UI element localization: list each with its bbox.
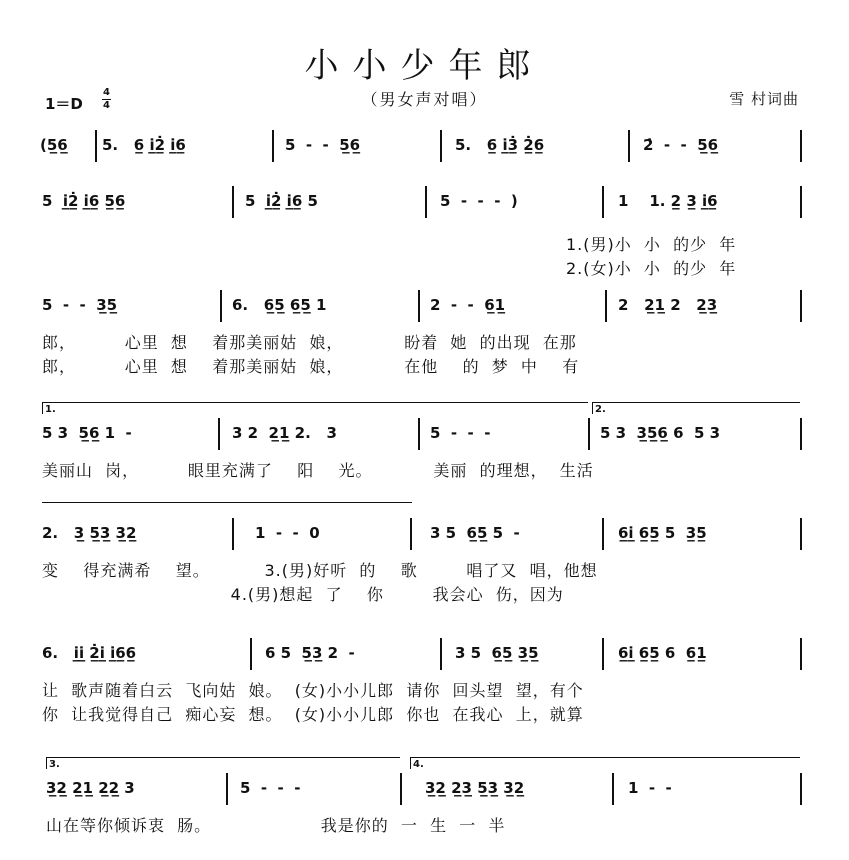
measure-notes: 1 - - [628,779,672,797]
measure-notes: 6. i̲̇i̲̇ 2̲̇i̲̇ i̲̇6̲6̲ [42,644,137,662]
measure-notes: 6̲i̲̇ 6̲5̲ 5 3̲5̲ [618,524,707,542]
time-signature [102,88,111,111]
credit-line: 雪 村词曲 [729,90,799,108]
volta-label: 2. [595,404,606,415]
lyric-line: 4.(男)想起 了 你 我会心 伤，因为 [42,585,564,604]
barline [425,186,427,218]
lyric-line: 1.(男)小 小 的少 年 [566,235,737,254]
measure-notes: 5 i̲̇2̲̇ i̲̇6̲ 5 [245,192,318,210]
barline [605,290,607,322]
barline [588,418,590,450]
measure-notes: 5 - - - [430,424,491,442]
barline [612,773,614,805]
measure-notes: 3 5 6̲5̲ 5 - [430,524,520,542]
score-title: 小小少年郎 [304,46,545,86]
volta-tick [46,757,47,769]
barline [602,518,604,550]
barline [800,130,802,162]
measure-notes: 3̲2̲ 2̲3̲ 5̲3̲ 3̲2̲ [425,779,525,797]
volta-bracket [410,757,800,758]
barline [250,638,252,670]
score-line-3 [0,292,849,376]
score-line-7 [0,759,849,835]
measure-notes: 5. 6̲ i̲̇2̲̇ i̲̇6̲ [102,136,186,154]
barline [800,773,802,805]
volta-tick [410,757,411,769]
measure-notes: 6̲i̲̇ 6̲5̲ 6 6̲1̲ [618,644,707,662]
measure-notes: 3 5 6̲5̲ 3̲5̲ [455,644,539,662]
lyric-line: 2.(女)小 小 的少 年 [566,259,737,278]
barline [800,638,802,670]
barline [440,130,442,162]
lyric-line: 你 让我觉得自己 痴心妄 想。 (女)小小儿郎 你也 在我心 上，就算 [42,705,584,724]
barline [800,518,802,550]
meter-bottom: 4 [103,100,110,111]
measure-notes: 5 - - - [240,779,301,797]
barline [400,773,402,805]
volta-tick [42,402,43,414]
score-subtitle: （男女声对唱） [361,90,488,109]
measure-notes: 5 i̲̇2̲̇ i̲̇6̲ 5̲6̲ [42,192,126,210]
key-signature: 1＝D [45,95,83,113]
score-line-1 [0,132,849,162]
measure-notes: 1 1. 2̲ 3̲ i̲̇6̲ [618,192,718,210]
score-line-5 [0,520,849,604]
measure-notes: 2̇ - - 5̲6̲ [643,136,719,154]
score-line-6 [0,640,849,724]
barline [95,130,97,162]
measure-notes: 6. 6̲5̲ 6̲5̲ 1 [232,296,327,314]
lyric-line: 郎， 心里 想 着那美丽姑 娘， 盼着 她 的出现 在那 [42,333,577,352]
barline [410,518,412,550]
barline [220,290,222,322]
lyric-line: 变 得充满希 望。 3.(男)好听 的 歌 唱了又 唱，他想 [42,561,598,580]
barline [218,418,220,450]
lyric-line: 让 歌声随着白云 飞向姑 娘。 (女)小小儿郎 请你 回头望 望，有个 [42,681,584,700]
barline [418,418,420,450]
barline [232,518,234,550]
volta-label: 4. [413,759,424,770]
volta-label: 3. [49,759,60,770]
lyric-line: 郎， 心里 想 着那美丽姑 娘， 在他 的 梦 中 有 [42,357,580,376]
measure-notes: 2 2̲1̲ 2 2̲3̲ [618,296,718,314]
measure-notes: 5 - - 3̲5̲ [42,296,118,314]
volta-bracket [592,402,800,403]
measure-notes: 5 3 3̲5̲6̲ 6 5 3 [600,424,721,442]
measure-notes: 6 5 5̲3̲ 2 - [265,644,355,662]
barline [628,130,630,162]
volta-bracket [42,502,412,503]
measure-notes: 5. 6̲ i̲̇3̲̇ 2̲̇6̲ [455,136,545,154]
barline [272,130,274,162]
meter-top: 4 [103,87,110,98]
measure-notes: 3 2 2̲1̲ 2. 3 [232,424,337,442]
score-line-2 [0,188,849,278]
barline [440,638,442,670]
volta-bracket [42,402,588,403]
barline [232,186,234,218]
barline [418,290,420,322]
measure-notes: 5 3 5̲6̲ 1 - [42,424,132,442]
measure-notes: 5 - - 5̲6̲ [285,136,361,154]
lyric-line: 山在等你倾诉衷 肠。 我是你的 一 生 一 半 [46,816,506,835]
measure-notes: 5 - - - ) [440,192,518,210]
volta-bracket [46,757,400,758]
measure-notes: 3̲2̲ 2̲1̲ 2̲2̲ 3 [46,779,135,797]
barline [602,638,604,670]
measure-notes: 2. 3̲ 5̲3̲ 3̲2̲ [42,524,137,542]
volta-tick [592,402,593,414]
barline [226,773,228,805]
measure-notes: (5̲6̲ [40,136,68,154]
score-line-4 [0,404,849,480]
barline [602,186,604,218]
lyric-line: 美丽山 岗， 眼里充满了 阳 光。 美丽 的理想， 生活 [42,461,594,480]
barline [800,186,802,218]
volta-label: 1. [45,404,56,415]
barline [800,290,802,322]
barline [800,418,802,450]
measure-notes: 1 - - 0 [255,524,320,542]
measure-notes: 2 - - 6̲1̲ [430,296,506,314]
